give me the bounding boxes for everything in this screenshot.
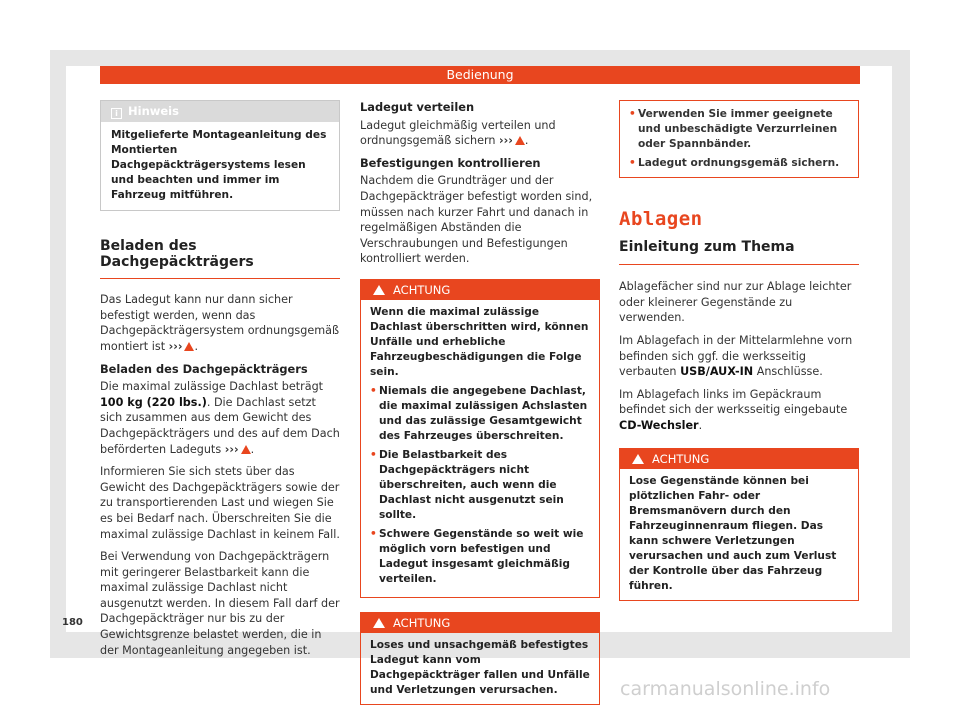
warning-body (361, 300, 599, 597)
warning-triangle-icon (373, 618, 385, 628)
weight-paragraph: Informieren Sie sich stets über das Gewicht des Dachgepäckträgers sowie der zu transportierenden Last und wiegen Sie es bei Bedarf nach. Überschreiten Sie die maximal zulässige Dachlast in keinem Fall. (100, 465, 340, 541)
warning-bullet: • Die Belastbarkeit des Dachgepäckträgers nicht überschreiten, auch wenn die Dachlast nicht ausgenutzt sein sollte. (370, 448, 590, 523)
column-2 (360, 100, 600, 719)
header-bar (100, 66, 860, 84)
capacity-paragraph: Bei Verwendung von Dachgepäckträgern mit geringerer Belastbarkeit kann die maximal zulässige Dachlast nicht ausgenutzt werden. In diesem Fall darf der Dachgepäckträger nur bis zu der Gewichtsgrenze belastet werden, die in der Montageanleitung angegeben ist. (100, 550, 340, 657)
warning-box-loose-objects (619, 448, 859, 601)
storage-text-a: Im Ablagefach links im Gepäckraum befindet sich der werksseitig eingebaute (619, 387, 848, 417)
continued-warning-list (619, 100, 859, 178)
warning-header (361, 613, 599, 633)
subheading-check: Befestigungen kontrollieren (360, 155, 541, 170)
roof-load-paragraph: Die maximal zulässige Dachlast beträgt 100 kg (220 lbs.). Die Dachlast setzt sich zusammen aus dem Gewicht des Dachgepäckträgers und des auf dem Dach beförderten Ladeguts ››› . (100, 380, 340, 456)
storage-text-c: Anschlüsse. (756, 365, 823, 379)
intro-paragraph: Das Ladegut kann nur dann sicher befestigt werden, wenn das Dachgepäckträgersystem ordnungsgemäß montiert ist ››› . (100, 293, 340, 353)
warning-box-roof-load (360, 279, 600, 598)
chapter-title: Ablagen (619, 208, 703, 230)
warning-title: ACHTUNG (393, 615, 451, 630)
subheading-distribute: Ladegut verteilen (360, 100, 475, 114)
watermark: carmanualsonline.info (620, 678, 831, 700)
warning-triangle-icon (515, 136, 525, 145)
warning-body: Loses und unsachgemäß befestigtes Ladegut kann vom Dachgepäckträger fallen und Unfälle und Verletzungen verursachen. (370, 638, 590, 696)
distribute-paragraph: Ladegut gleichmäßig verteilen und ordnungsgemäß sichern ››› . (360, 118, 556, 148)
warning-bullet: • Ladegut ordnungsgemäß sichern. (629, 156, 849, 171)
storage-paragraph-2 (619, 333, 859, 380)
column-3 (619, 100, 859, 615)
warning-triangle-icon (632, 454, 644, 464)
roof-load-text-a: Die maximal zulässige Dachlast beträgt (100, 380, 324, 394)
reference-arrows: ››› (499, 134, 513, 148)
header-title: Bedienung (446, 67, 514, 82)
hint-title: Hinweis (128, 104, 179, 118)
distribute-text: Ladegut gleichmäßig verteilen und ordnungsgemäß sichern (360, 118, 556, 148)
warning-intro: Wenn die maximal zulässige Dachlast überschritten wird, können Unfälle und erhebliche Fahrzeugbeschädigungen die Folge sein. (370, 305, 589, 378)
warning-body: Lose Gegenstände können bei plötzlichen Fahr- oder Bremsmanövern durch den Fahrzeuginnenraum fliegen. Das kann schwere Verletzungen verursachen und auch zum Verlust der Kontrolle über das Fahrzeug führen. (629, 474, 837, 592)
storage-text-a: Im Ablagefach in der Mittelarmlehne vorn befinden sich ggf. die werksseitig verbauten (619, 333, 853, 379)
warning-title: ACHTUNG (652, 451, 710, 466)
column-1 (100, 100, 340, 665)
roof-load-value: 100 kg (220 lbs.) (100, 395, 207, 409)
warning-bullet: • Verwenden Sie immer geeignete und unbeschädigte Verzurrleinen oder Spannbänder. (629, 107, 849, 152)
hint-text: Mitgelieferte Montageanleitung des Montierten Dachgepäckträgersystems lesen und beachten und immer im Fahrzeug mitführen. (111, 129, 327, 201)
check-paragraph: Nachdem die Grundträger und der Dachgepäckträger befestigt worden sind, müssen nach kurzer Fahrt und danach in regelmäßigen Abständen die Verschraubungen und Befestigungen kontrolliert werden. (360, 174, 593, 266)
warning-triangle-icon (373, 285, 385, 295)
section-title-roof-rack: Beladen des Dachgepäckträgers (100, 239, 340, 279)
storage-paragraph-3 (619, 387, 859, 434)
warning-box-loose-cargo (360, 612, 600, 705)
section-title-intro: Einleitung zum Thema (619, 240, 859, 266)
subheading-loading: Beladen des Dachgepäckträgers (100, 361, 308, 376)
info-icon: i (111, 108, 122, 119)
warning-triangle-icon (241, 445, 251, 454)
usb-aux-label: USB/AUX-IN (680, 365, 754, 379)
roof-load-text-c: . Die Dachlast setzt sich zusammen aus dem Gewicht des Dachgepäckträgers und des auf dem Dach beförderten Ladeguts (100, 395, 340, 456)
warning-triangle-icon (184, 342, 194, 351)
storage-paragraph-1: Ablagefächer sind nur zur Ablage leichter oder kleinerer Gegenstände zu verwenden. (619, 280, 852, 325)
storage-text-c: . (698, 418, 703, 432)
hint-box (100, 100, 340, 211)
intro-text: Das Ladegut kann nur dann sicher befestigt werden, wenn das Dachgepäckträgersystem ordnungsgemäß montiert ist (100, 293, 340, 353)
reference-arrows: ››› (224, 442, 239, 456)
cd-changer-label: CD-Wechsler (619, 418, 699, 432)
page-number: 180 (62, 617, 83, 628)
warning-bullet: • Niemals die angegebene Dachlast, die maximal zulässigen Achslasten und das zulässige Gesamtgewicht des Fahrzeuges überschreiten. (370, 384, 590, 444)
reference-arrows: ››› (168, 339, 183, 353)
warning-header (361, 280, 599, 300)
warning-bullet: • Schwere Gegenstände so weit wie möglich vorn befestigen und Ladegut insgesamt gleichmäßig verteilen. (370, 527, 590, 587)
hint-header (101, 101, 339, 122)
warning-header (620, 449, 858, 469)
warning-title: ACHTUNG (393, 282, 451, 297)
